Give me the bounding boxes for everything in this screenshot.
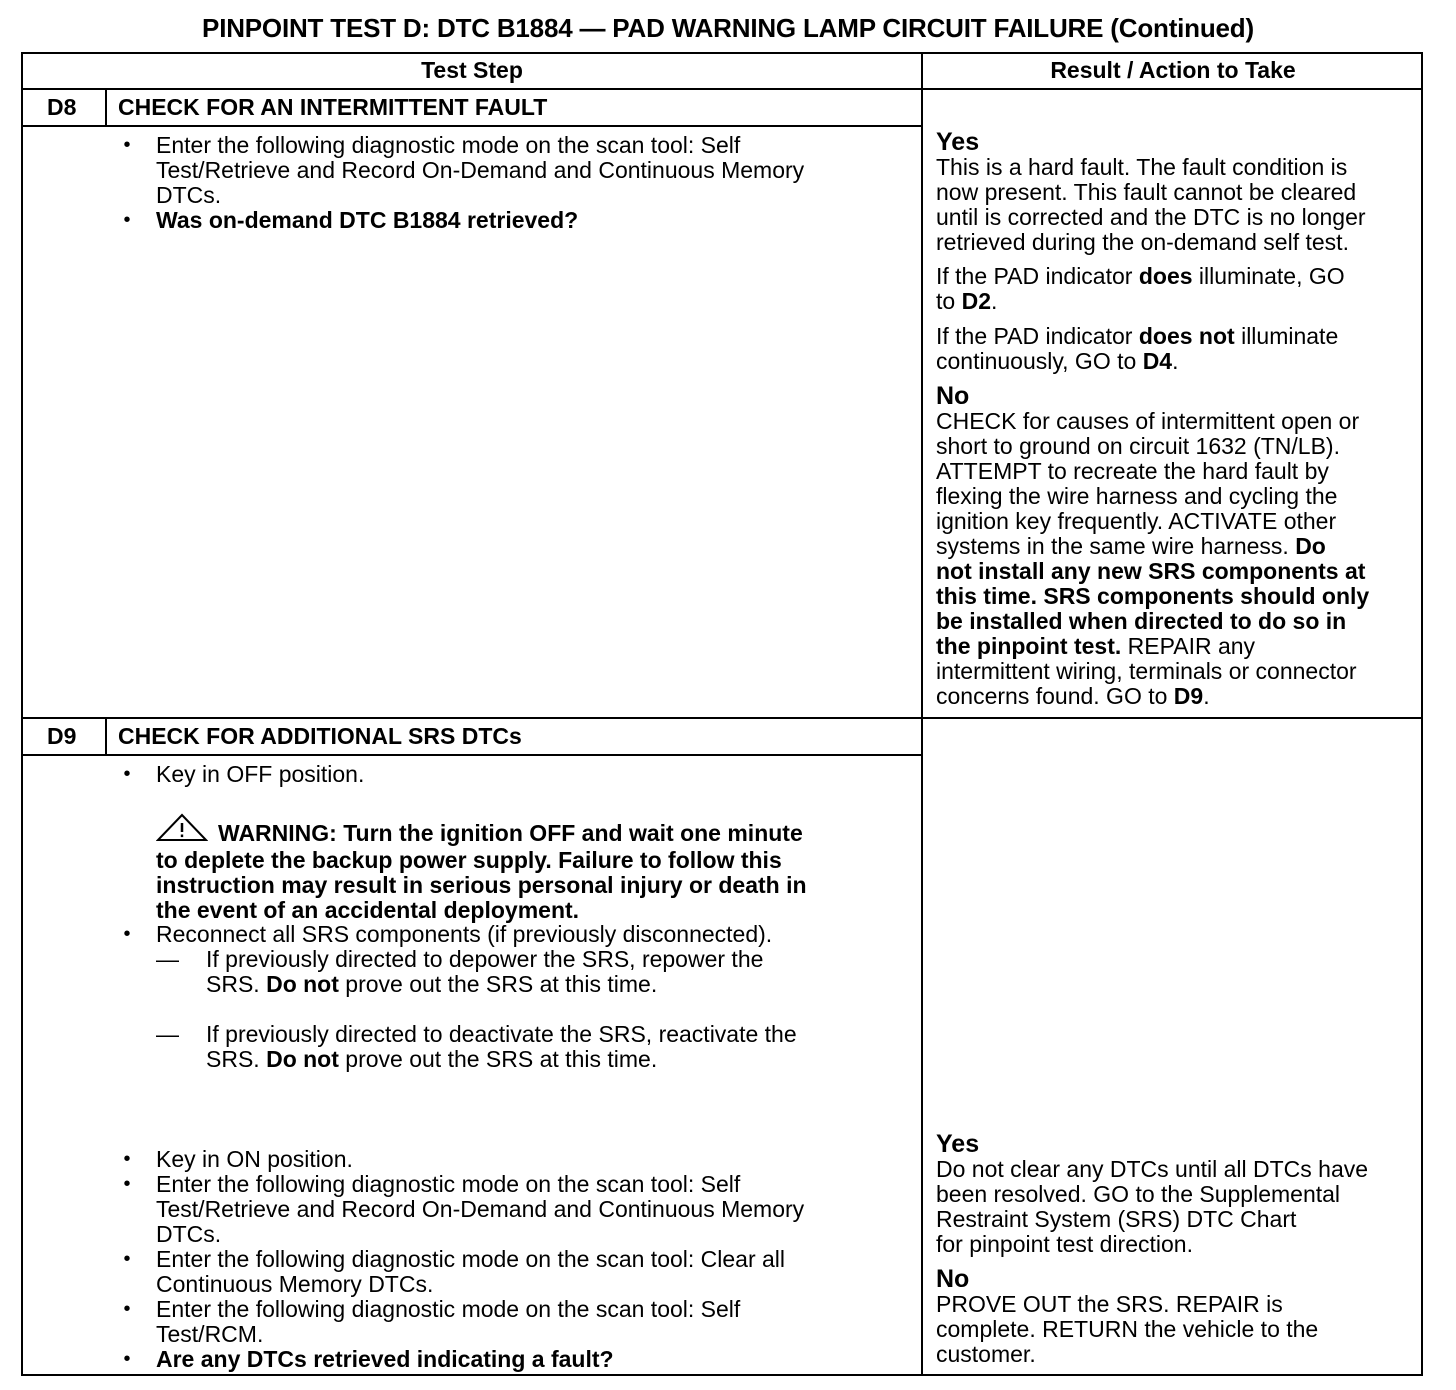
step-number-d8: D8	[47, 94, 77, 120]
d9-title-divider	[23, 754, 922, 756]
bullet-icon: •	[123, 209, 131, 231]
bullet-icon: •	[123, 1298, 131, 1320]
d9-warning: WARNING: Turn the ignition OFF and wait one minute to deplete the backup power supply. Failure to follow this instruction may result in serious personal injury or death in the event of an accidental deployment.	[156, 813, 916, 923]
header-test-step: Test Step	[421, 57, 523, 83]
d8-no-label: No	[936, 382, 970, 410]
d9-yes-label: Yes	[936, 1130, 980, 1158]
dash-icon: —	[156, 946, 179, 972]
d9-no-label: No	[936, 1265, 970, 1293]
d9-num-divider	[105, 718, 107, 755]
d8-result: Yes This is a hard fault. The fault condition is now present. This fault cannot be cleared until is corrected and the DTC is no longer retrieved during the on-demand self test. If the PAD indicator does illuminate, GO to D2. If the PAD indicator does not illuminate continuously, GO to D4. No CHECK for causes of intermittent open or short to ground on circuit 1632 (TN/LB). ATTEMPT to recreate the hard fault by flexing the wire harness and cycling the ignition key frequently. ACTIVATE other systems in the same wire harness. Do not install any new SRS components at this time. SRS components should only be installed when directed to do so in the pinpoint test. REPAIR any intermittent wiring, terminals or connector concerns found. GO to D9.	[936, 130, 1426, 709]
pinpoint-table: Test Step Result / Action to Take D8 CHECK FOR AN INTERMITTENT FAULT • Enter the following diagnostic mode on the scan tool: Self Test/Retrieve and Record On-Demand and Continuous Memory DTCs. • Was on-demand DTC B1884 retrieved? Yes This is a hard fault. The fault condition is now present. This fault cannot be cleared until is corrected and the DTC is no longer retrieved during the on-demand self test. If the PAD indicator does illuminate, GO to D2. If the PAD indicator does not illuminate continuously, GO to D4. No CHECK for causes of intermittent open or short to ground on circuit 1632 (TN/LB). ATTEMPT to recreate the hard fault by flexing the wire harness and cycling the ignition key frequently. ACTIVATE other systems in the same wire harness. Do not install any new SRS components at this time. SRS components should only be installed when directed to do so in the pinpoint test. REPAIR any intermittent wiring, terminals or connector concerns found. GO to D9. D9 CHECK FOR ADDITIONAL SRS DTCs • Key in OFF position. WARNING: Turn the ignition OFF and wait one minute to deplete the backup power supply. Failure to follow this instruction may result in serious personal injury or death in the event of an accidental deployment. • Reconnect all SRS components (if previously disconnected). — If previously directed to depower the SRS, repower the SRS. Do not prove out the SRS at this time. — If previously directed to deactivate the SRS, reactivate the SRS. Do not prove out the SRS at this time. • Key in ON position. • Enter the following diagnostic mode on the scan tool: Self Test/Retrieve and Record On-Demand and Continuous Memory DTCs. • Enter the following diagnostic mode on the scan tool: Clear all Continuous Memory DTCs. • Enter the following diagnostic mode on the scan tool: Self Test/RCM. • Are any DTCs retrieved indicating a fault? Yes Do not clear any DTCs until all DTCs have been resolved. GO to the Supplemental Restraint System (SRS) DTC Chart for pinpoint test direction. No PROVE OUT the SRS. REPAIR is complete. RETURN the vehicle to the customer.	[21, 52, 1423, 1376]
bullet-icon: •	[123, 923, 131, 945]
d9-result: Yes Do not clear any DTCs until all DTCs have been resolved. GO to the Supplemental Restraint System (SRS) DTC Chart for pinpoint test direction. No PROVE OUT the SRS. REPAIR is complete. RETURN the vehicle to the customer.	[936, 1132, 1426, 1367]
d8-title-divider	[23, 125, 922, 127]
dash-icon: —	[156, 1021, 179, 1047]
bullet-icon: •	[123, 763, 131, 785]
step-title-d9: CHECK FOR ADDITIONAL SRS DTCs	[118, 723, 522, 749]
d8-yes-does-illuminate: If the PAD indicator does illuminate, GO to D2.	[936, 263, 1345, 314]
bullet-icon: •	[123, 1173, 131, 1195]
d8-num-divider	[105, 89, 107, 126]
bullet-icon: •	[123, 1248, 131, 1270]
bullet-icon: •	[123, 1148, 131, 1170]
header-result: Result / Action to Take	[1050, 57, 1296, 83]
d8-yes-does-not-illuminate: If the PAD indicator does not illuminate continuously, GO to D4.	[936, 323, 1339, 374]
bullet-icon: •	[123, 134, 131, 156]
column-divider	[921, 54, 923, 1376]
header-divider	[23, 88, 1423, 90]
d8-yes-label: Yes	[936, 128, 980, 156]
page-title: PINPOINT TEST D: DTC B1884 — PAD WARNING LAMP CIRCUIT FAILURE (Continued)	[202, 13, 1254, 43]
warning-triangle-icon	[156, 813, 208, 848]
bullet-icon: •	[123, 1348, 131, 1370]
d8-d9-divider	[23, 717, 1423, 719]
step-title-d8: CHECK FOR AN INTERMITTENT FAULT	[118, 94, 548, 120]
step-number-d9: D9	[47, 723, 77, 749]
